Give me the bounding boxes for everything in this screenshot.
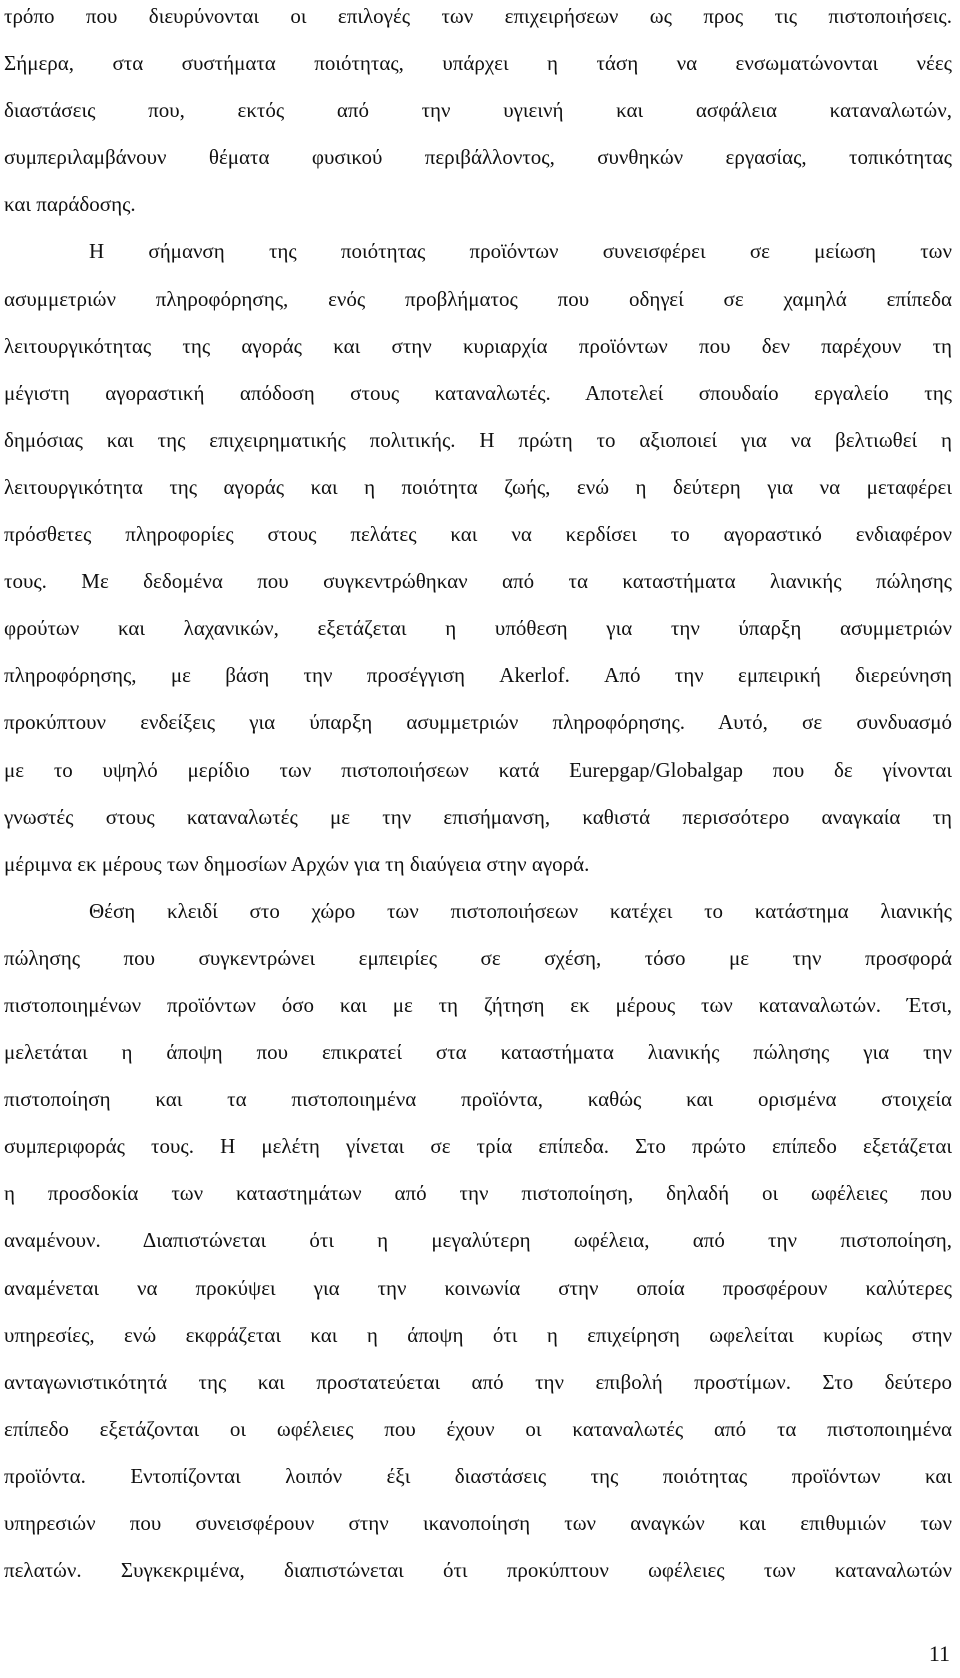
text-line: συμπεριφοράς τους. Η μελέτη γίνεται σε τρία επίπεδα. Στο πρώτο επίπεδο εξετάζεται [4, 1134, 952, 1159]
body-text [4, 0, 952, 1594]
text-line: λειτουργικότητας της αγοράς και στην κυριαρχία προϊόντων που δεν παρέχουν τη [4, 333, 952, 358]
text-line: τρόπο που διευρύνονται οι επιλογές των επιχειρήσεων ως προς τις πιστοποιήσεις. [4, 4, 952, 28]
text-line: πώλησης που συγκεντρώνει εμπειρίες σε σχέση, τόσο με την προσφορά [4, 945, 952, 970]
text-line: πελατών. Συγκεκριμένα, διαπιστώνεται ότι προκύπτουν ωφέλειες των καταναλωτών [4, 1558, 952, 1583]
text-line: λειτουργικότητα της αγοράς και η ποιότητα ζωής, ενώ η δεύτερη για να μεταφέρει [4, 474, 952, 499]
text-line: μέγιστη αγοραστική απόδοση στους καταναλωτές. Αποτελεί σπουδαίο εργαλείο της [4, 380, 952, 405]
text-line: αναμένουν. Διαπιστώνεται ότι η μεγαλύτερη ωφέλεια, από την πιστοποίηση, [4, 1228, 952, 1253]
text-line: και παράδοσης. [4, 192, 136, 217]
text-line: τους. Με δεδομένα που συγκεντρώθηκαν από τα καταστήματα λιανικής πώλησης [4, 569, 952, 594]
text-line: φρούτων και λαχανικών, εξετάζεται η υπόθεση για την ύπαρξη ασυμμετριών [4, 616, 952, 641]
text-line: μέριμνα εκ μέρους των δημοσίων Αρχών για τη διαύγεια στην αγορά. [4, 851, 590, 876]
text-line: δημόσιας και της επιχειρηματικής πολιτικής. Η πρώτη το αξιοποιεί για να βελτιωθεί η [4, 427, 952, 452]
text-line: Η σήμανση της ποιότητας προϊόντων συνεισφέρει σε μείωση των [89, 239, 952, 264]
text-line: με το υψηλό μερίδιο των πιστοποιήσεων κατά Eurepgap/Globalgap που δε γίνονται [4, 757, 952, 782]
text-line: προκύπτουν ενδείξεις για ύπαρξη ασυμμετριών πληροφόρησης. Αυτό, σε συνδυασμό [4, 710, 952, 735]
text-line: πρόσθετες πληροφορίες στους πελάτες και να κερδίσει το αγοραστικό ενδιαφέρον [4, 522, 952, 547]
text-line: Σήμερα, στα συστήματα ποιότητας, υπάρχει η τάση να ενσωματώνονται νέες [4, 51, 952, 76]
text-line: πληροφόρησης, με βάση την προσέγγιση Akerlof. Από την εμπειρική διερεύνηση [4, 663, 952, 688]
text-line: προϊόντα. Εντοπίζονται λοιπόν έξι διαστάσεις της ποιότητας προϊόντων και [4, 1463, 952, 1488]
text-line: υπηρεσίες, ενώ εκφράζεται και η άποψη ότι η επιχείρηση ωφελείται κυρίως στην [4, 1322, 952, 1347]
text-line: υπηρεσιών που συνεισφέρουν στην ικανοποίηση των αναγκών και επιθυμιών των [4, 1511, 952, 1535]
text-line: διαστάσεις που, εκτός από την υγιεινή και ασφάλεια καταναλωτών, [4, 98, 952, 123]
page-number: 11 [928, 1641, 950, 1666]
text-line: η προσδοκία των καταστημάτων από την πιστοποίηση, δηλαδή οι ωφέλειες που [4, 1181, 952, 1206]
text-line: ασυμμετριών πληροφόρησης, ενός προβλήματος που οδηγεί σε χαμηλά επίπεδα [4, 286, 952, 311]
text-line: μελετάται η άποψη που επικρατεί στα καταστήματα λιανικής πώλησης για την [4, 1040, 952, 1065]
text-line: γνωστές στους καταναλωτές με την επισήμανση, καθιστά περισσότερο αναγκαία τη [4, 804, 952, 829]
text-line: πιστοποίηση και τα πιστοποιημένα προϊόντα, καθώς και ορισμένα στοιχεία [4, 1087, 952, 1112]
text-line: αναμένεται να προκύψει για την κοινωνία στην οποία προσφέρουν καλύτερες [4, 1275, 952, 1300]
text-line: ανταγωνιστικότητά της και προστατεύεται από την επιβολή προστίμων. Στο δεύτερο [4, 1369, 952, 1394]
text-line: Θέση κλειδί στο χώρο των πιστοποιήσεων κατέχει το κατάστημα λιανικής [89, 898, 952, 923]
text-line: πιστοποιημένων προϊόντων όσο και με τη ζήτηση εκ μέρους των καταναλωτών. Έτσι, [4, 992, 952, 1017]
text-line: συμπεριλαμβάνουν θέματα φυσικού περιβάλλοντος, συνθηκών εργασίας, τοπικότητας [4, 145, 952, 170]
text-line: επίπεδο εξετάζονται οι ωφέλειες που έχουν οι καταναλωτές από τα πιστοποιημένα [4, 1416, 952, 1441]
